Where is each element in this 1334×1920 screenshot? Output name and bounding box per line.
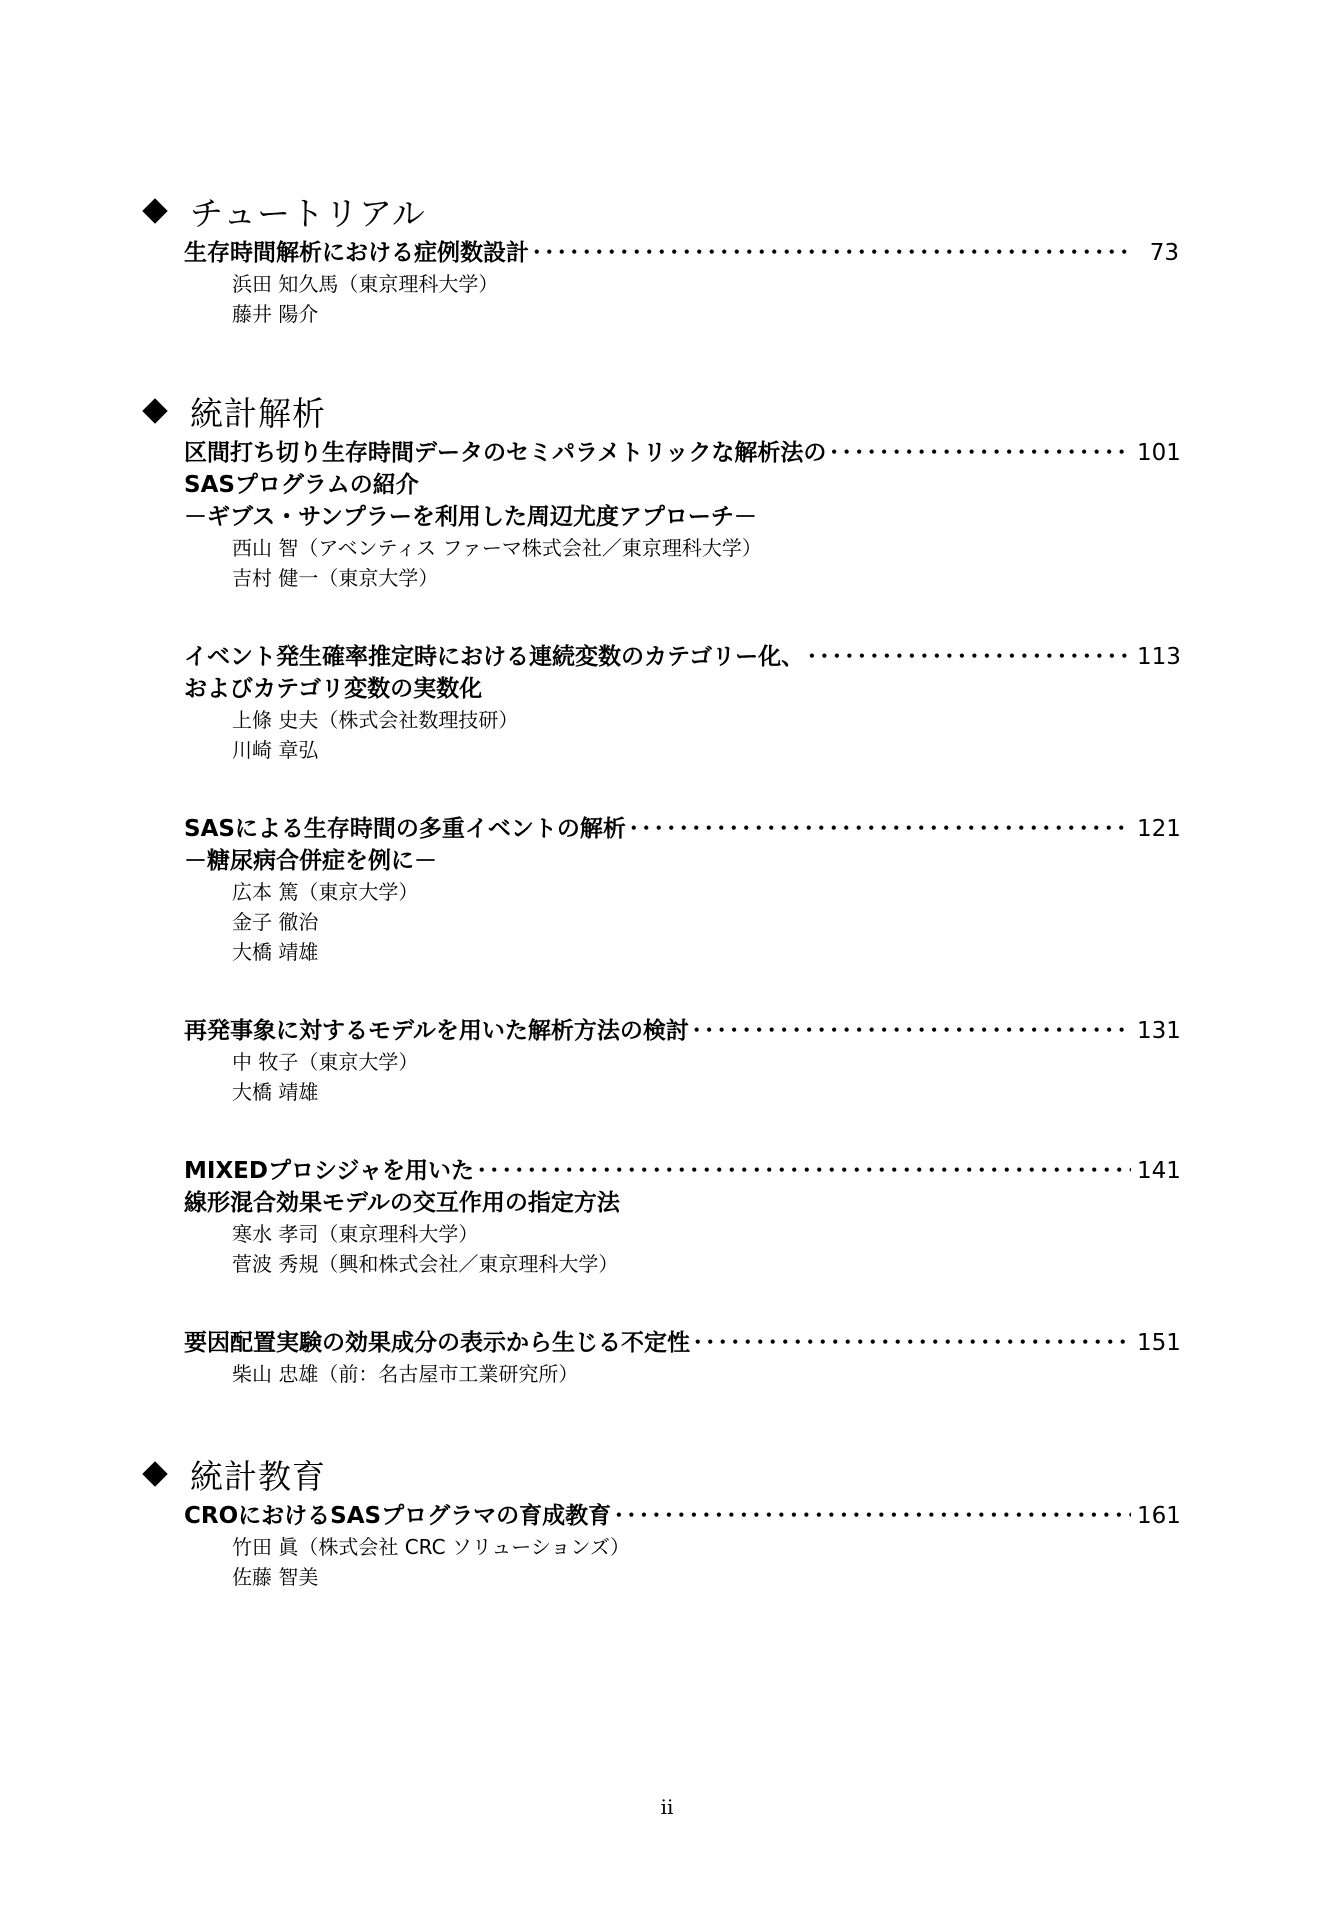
entry-subtitle: －ギブス・サンプラーを利用した周辺尤度アプローチ－ [184,504,757,530]
author-line: 金子 徹治 [232,910,319,934]
author-line: 竹田 眞（株式会社 CRC ソリューションズ） [232,1535,630,1559]
entry-page-number[interactable]: 121 [1137,816,1181,842]
entry-title[interactable]: 再発事象に対するモデルを用いた解析方法の検討 [184,1018,689,1044]
leader-dots [531,237,1131,269]
entry-title[interactable]: 生存時間解析における症例数設計 [184,240,529,266]
section-heading-text: 統計教育 [190,1456,326,1496]
leader-dots [692,1327,1131,1359]
leader-dots [613,1500,1131,1532]
author-line: 寒水 孝司（東京理科大学） [232,1222,479,1246]
toc-entry[interactable] [184,1015,1179,1107]
entry-page-number[interactable]: 113 [1137,644,1181,670]
entry-title[interactable]: MIXEDプロシジャを用いた [184,1158,474,1184]
section-heading-text: 統計解析 [190,393,326,433]
leader-dots [628,813,1131,845]
entry-title-continuation: SASプログラムの紹介 [184,472,419,498]
toc-entry[interactable] [184,1155,1179,1279]
entry-page-number[interactable]: 131 [1137,1018,1181,1044]
toc-entry[interactable] [184,437,1179,593]
author-line: 浜田 知久馬（東京理科大学） [232,272,499,296]
toc-entry[interactable] [184,237,1179,329]
author-line: 大橋 靖雄 [232,940,319,964]
entry-page-number[interactable]: 161 [1137,1503,1181,1529]
entry-title[interactable]: 区間打ち切り生存時間データのセミパラメトリックな解析法の [184,440,827,466]
leader-dots [691,1015,1131,1047]
section-tutorial [136,185,1186,329]
entry-subtitle: －糖尿病合併症を例に－ [184,848,437,874]
author-line: 中 牧子（東京大学） [232,1050,419,1074]
author-line: 藤井 陽介 [232,302,319,326]
page-number-footer: ii [660,1795,674,1819]
section-heading-text: チュートリアル [190,193,426,233]
section-heading [136,1448,1186,1500]
section-heading [136,385,1186,437]
toc-entry[interactable] [184,1500,1179,1592]
author-line: 西山 智（アベンティス ファーマ株式会社／東京理科大学） [232,536,762,560]
entry-page-number[interactable]: 101 [1137,440,1181,466]
leader-dots [828,437,1131,469]
author-line: 吉村 健一（東京大学） [232,566,439,590]
entry-title[interactable]: CROにおけるSASプログラマの育成教育 [184,1503,612,1529]
entry-title[interactable]: 要因配置実験の効果成分の表示から生じる不定性 [184,1330,690,1356]
author-line: 佐藤 智美 [232,1565,319,1589]
entry-title[interactable]: イベント発生確率推定時における連続変数のカテゴリー化、 [184,644,805,670]
author-line: 大橋 靖雄 [232,1080,319,1104]
section-statistics-education [136,1448,1186,1592]
author-line: 菅波 秀規（興和株式会社／東京理科大学） [232,1252,619,1276]
diamond-bullet-icon [142,398,167,423]
author-line: 川崎 章弘 [232,738,319,762]
leader-dots [476,1155,1131,1187]
toc-entry[interactable] [184,1327,1179,1389]
diamond-bullet-icon [142,1461,167,1486]
author-line: 広本 篤（東京大学） [232,880,419,904]
entry-title-continuation: 線形混合効果モデルの交互作用の指定方法 [184,1190,620,1216]
section-statistical-analysis [136,385,1186,1389]
diamond-bullet-icon [142,198,167,223]
entry-page-number[interactable]: 73 [1149,240,1179,266]
leader-dots [806,641,1131,673]
toc-entry[interactable] [184,813,1179,967]
author-line: 柴山 忠雄（前：名古屋市工業研究所） [232,1362,579,1386]
section-heading [136,185,1186,237]
toc-entry[interactable] [184,641,1179,765]
author-line: 上條 史夫（株式会社数理技研） [232,708,519,732]
entry-title-continuation: およびカテゴリ変数の実数化 [184,676,483,702]
entry-page-number[interactable]: 141 [1137,1158,1181,1184]
entry-page-number[interactable]: 151 [1137,1330,1181,1356]
entry-title[interactable]: SASによる生存時間の多重イベントの解析 [184,816,626,842]
